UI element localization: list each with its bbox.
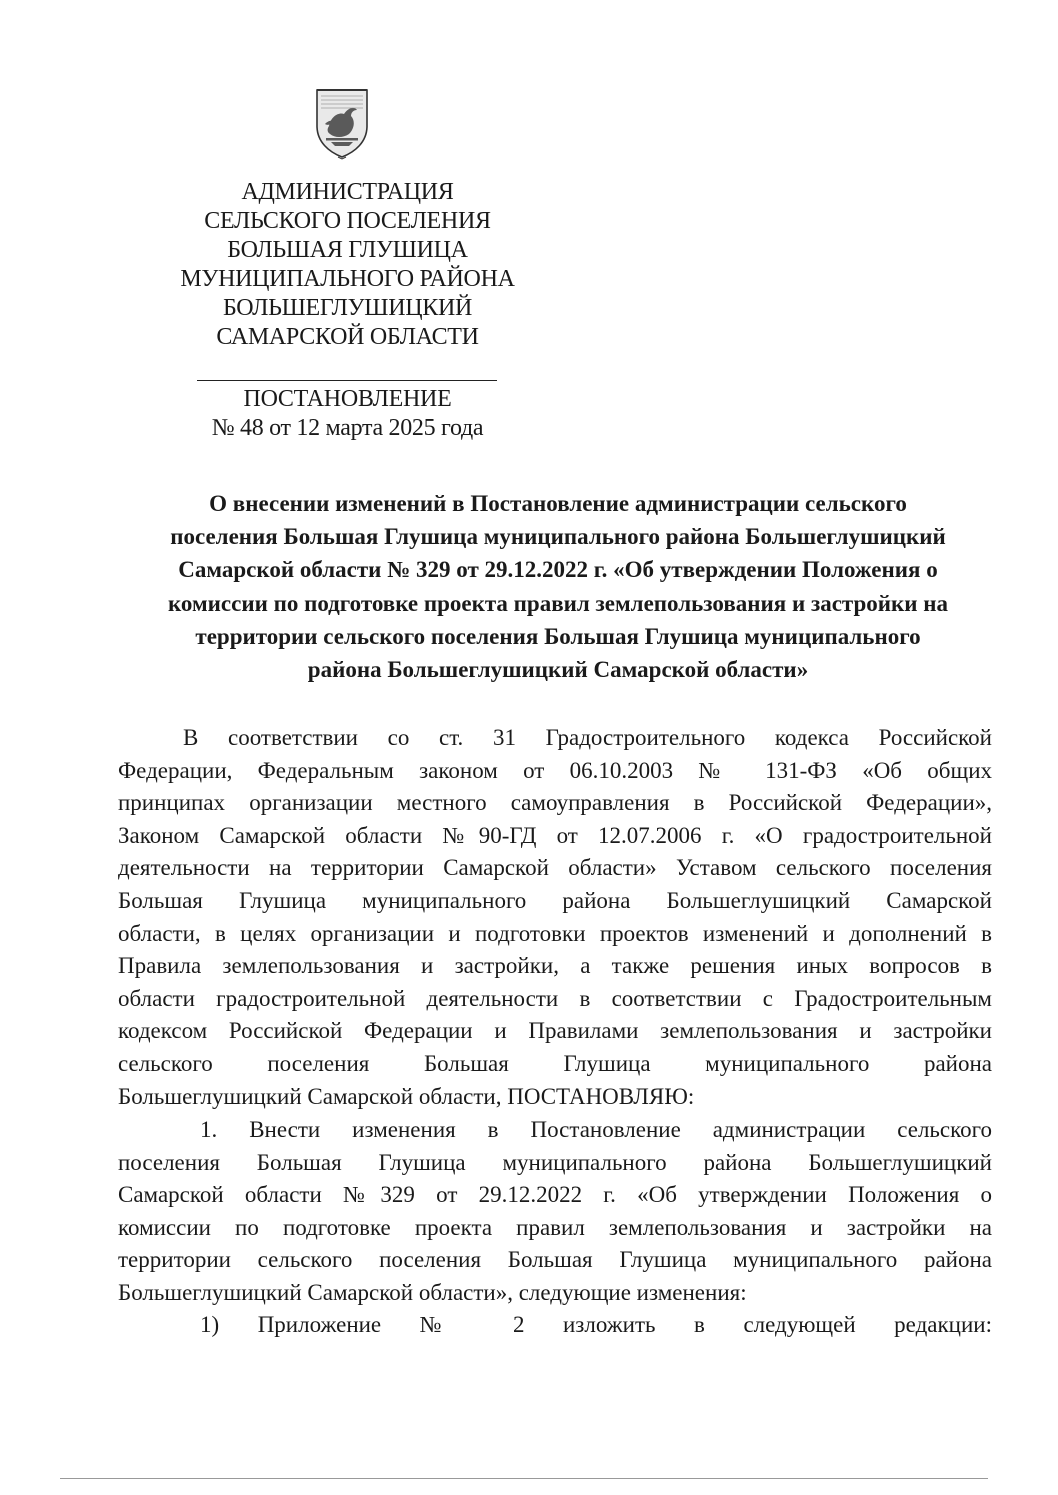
body-line: комиссии по подготовке проекта правил землепользования и застройки на [118,1214,992,1240]
item-1-1-paragraph [118,1309,992,1342]
subject-line: комиссии по подготовке проекта правил землепользования и застройки на [167,590,949,616]
header-divider [197,380,497,381]
coat-of-arms [311,86,373,160]
org-line: АДМИНИСТРАЦИЯ [241,179,454,205]
body-line: Большеглушицкий Самарской области, ПОСТАНОВЛЯЮ: [118,1083,695,1109]
org-line: БОЛЬШАЯ ГЛУШИЦА [227,237,468,263]
subject-line: Самарской области № 329 от 29.12.2022 г. «Об утверждении Положения о [178,557,938,583]
subject-line: района Большеглушицкий Самарской области» [307,657,809,683]
document-header [120,385,575,443]
org-line: САМАРСКОЙ ОБЛАСТИ [216,324,479,350]
body-line: территории сельского поселения Большая Глушица муниципального района [118,1247,992,1273]
coat-of-arms-icon [311,86,373,160]
body-line: поселения Большая Глушица муниципального района Большеглушицкий [118,1149,992,1175]
body-line: Федерации, Федеральным законом от 06.10.2003 № 131-ФЗ «Об общих [118,757,992,783]
document-number: № 48 от 12 марта 2025 года [211,415,484,441]
org-line: СЕЛЬСКОГО ПОСЕЛЕНИЯ [204,208,491,234]
body-line: принципах организации местного самоуправления в Российской Федерации», [118,790,992,816]
body-line: деятельности на территории Самарской области» Уставом сельского поселения [118,855,992,881]
preamble-paragraph [118,722,992,1113]
item-1-paragraph [118,1114,992,1310]
body-line: 1) Приложение № 2 изложить в следующей редакции: [200,1312,992,1337]
org-line: МУНИЦИПАЛЬНОГО РАЙОНА [180,266,515,292]
body-line: кодексом Российской Федерации и Правилами землепользования и застройки [118,1018,992,1044]
subject-line: О внесении изменений в Постановление администрации сельского [209,491,907,516]
body-line: Большеглушицкий Самарской области», следующие изменения: [118,1279,747,1305]
document-type: ПОСТАНОВЛЕНИЕ [243,386,452,412]
body-line: Самарской области №329 от 29.12.2022 г. «Об утверждении Положения о [118,1182,992,1208]
body-line: Законом Самарской области №90-ГД от 12.07.2006 г. «О градостроительной [118,822,992,848]
subject-line: территории сельского поселения Большая Глушица муниципального [195,623,921,649]
body-line: области градостроительной деятельности в соответствии с Градостроительным [118,985,992,1011]
subject-line: поселения Большая Глушица муниципального района Большеглушицкий [170,524,946,550]
body-line: Большая Глушица муниципального района Большеглушицкий Самарской [118,887,992,913]
organization-header [120,178,575,352]
body-line: области, в целях организации и подготовки проектов изменений и дополнений в [118,920,992,946]
body-line: 1. Внести изменения в Постановление администрации сельского [200,1117,992,1142]
org-line: БОЛЬШЕГЛУШИЦКИЙ [222,295,473,321]
body-line: Правила землепользования и застройки, а также решения иных вопросов в [118,953,992,979]
document-subject [118,487,998,686]
body-line: В соответствии со ст. 31 Градостроительного кодекса Российской [183,725,992,750]
body-line: сельского поселения Большая Глушица муниципального района [118,1050,992,1076]
scan-edge-line [60,1478,988,1479]
